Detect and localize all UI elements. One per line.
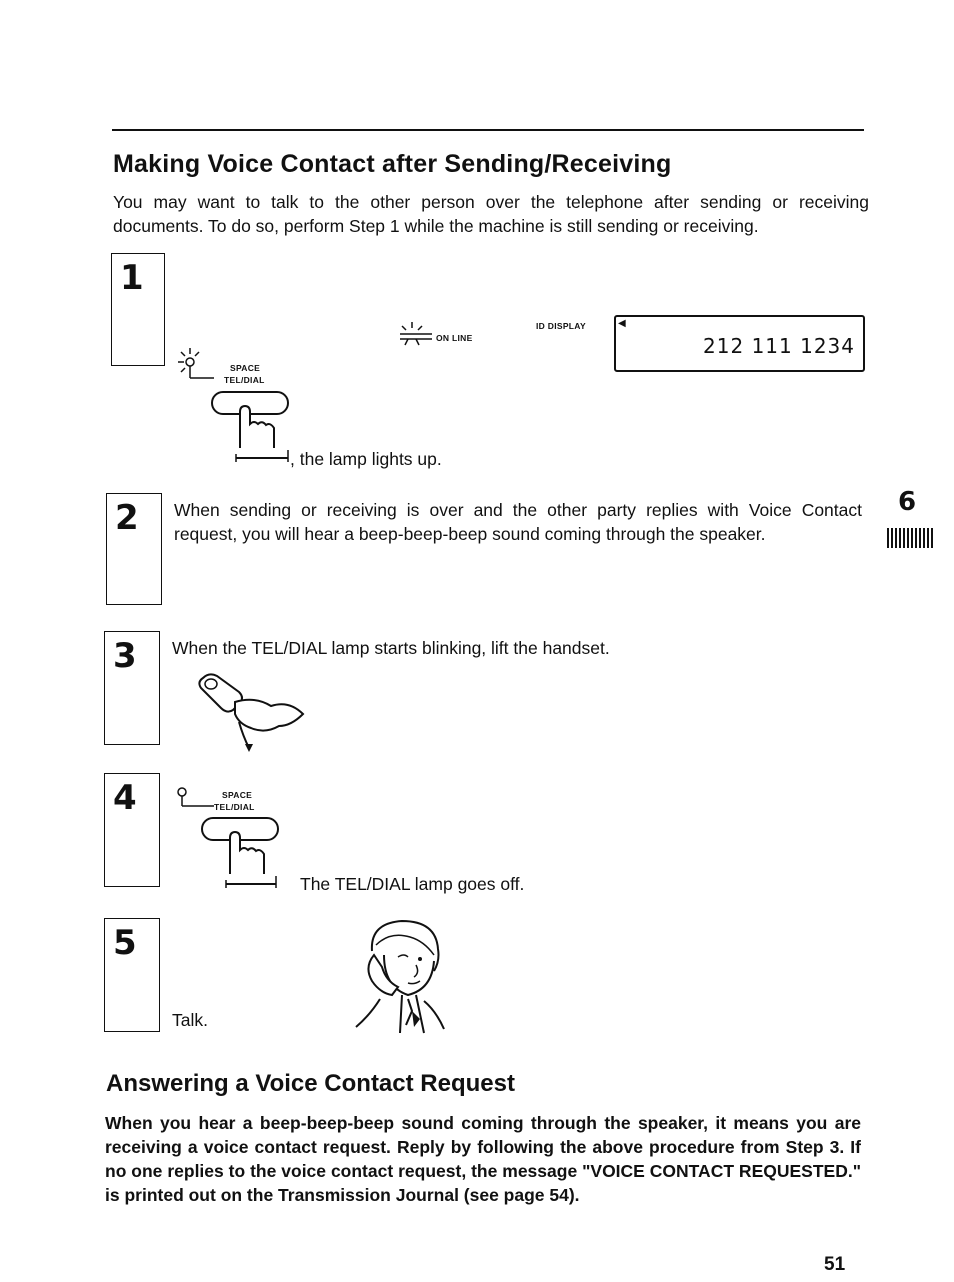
press-button-icon[interactable]: [200, 814, 290, 894]
page-number: 51: [824, 1254, 846, 1275]
lift-handset-icon: [195, 670, 310, 755]
step-2-box: [106, 493, 162, 605]
step4-teldial-label: TEL/DIAL: [214, 802, 255, 812]
step3-text: When the TEL/DIAL lamp starts blinking, lift the handset.: [172, 638, 610, 658]
step4-caption: The TEL/DIAL lamp goes off.: [300, 874, 525, 894]
step-4-box: [104, 773, 160, 887]
lcd-arrow-icon: ◀: [618, 318, 626, 329]
lamp-lit-icon: [174, 342, 214, 382]
step-number: 5: [113, 923, 137, 963]
step-3-box: [104, 631, 160, 745]
section2-title: Answering a Voice Contact Request: [106, 1070, 515, 1097]
lcd-display: [614, 315, 865, 372]
step5-text: Talk.: [172, 1010, 208, 1030]
online-lamp-icon: [398, 320, 434, 346]
step-number: 2: [115, 498, 139, 538]
step-number: 1: [120, 258, 144, 298]
step-number: 3: [113, 636, 137, 676]
step-1-box: [111, 253, 165, 366]
step4-space-label: SPACE: [222, 790, 253, 800]
section2-paragraph: When you hear a beep-beep-beep sound coming through the speaker, it means you are receiving a voice contact request. Reply by following the above procedure from Step 3. If no one replies to the voice contact request, the message "VOICE CONTACT REQUESTED." is printed out on the Transmission Journal (see page 54).: [105, 1113, 861, 1205]
step1-teldial-label: TEL/DIAL: [224, 375, 265, 385]
step1-caption: , the lamp lights up.: [290, 449, 442, 469]
chapter-tab-stripes: [887, 528, 935, 548]
id-display-label: ID DISPLAY: [536, 321, 586, 331]
step-number: 4: [113, 778, 137, 818]
step2-text: When sending or receiving is over and the other party replies with Voice Contact request, you will hear a beep-beep-beep sound coming through the speaker.: [174, 500, 862, 544]
press-button-icon[interactable]: [210, 388, 300, 468]
chapter-number: 6: [898, 487, 917, 517]
section-title: Making Voice Contact after Sending/Receiving: [113, 150, 672, 178]
step1-space-label: SPACE: [230, 363, 261, 373]
lamp-off-icon: [174, 786, 214, 810]
person-on-phone-icon: [350, 915, 450, 1035]
online-label: ON LINE: [436, 333, 473, 343]
header-rule: [112, 129, 864, 131]
intro-paragraph: You may want to talk to the other person over the telephone after sending or receiving documents. To do so, perform Step 1 while the machine is still sending or receiving.: [113, 192, 869, 236]
step-5-box: [104, 918, 160, 1032]
lcd-text: 212 111 1234: [703, 334, 855, 358]
